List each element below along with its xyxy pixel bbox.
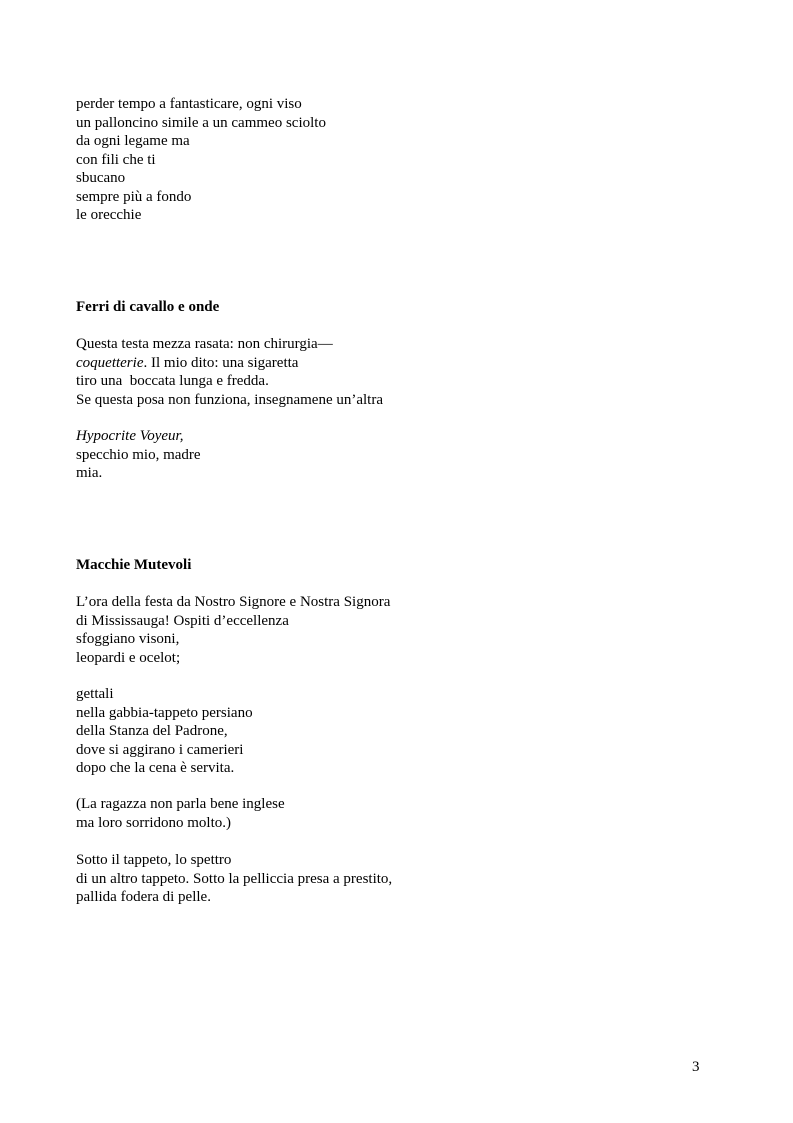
poem-line: (La ragazza non parla bene inglese <box>76 796 285 812</box>
poem-fragment <box>76 95 716 225</box>
poem-line: di un altro tappeto. Sotto la pelliccia presa a prestito, <box>76 870 393 887</box>
poem-line: gettali <box>76 686 114 702</box>
poem-line: perder tempo a fantasticare, ogni viso <box>76 96 302 112</box>
poem-line: mia. <box>76 465 103 481</box>
poem-stanza <box>76 685 716 778</box>
poem-line: di Mississauga! Ospiti d’eccellenza <box>76 612 289 629</box>
italic-word: coquetterie <box>76 354 144 371</box>
poem-line: le orecchie <box>76 207 142 223</box>
line-rest: . Il mio dito: una sigaretta <box>143 354 299 371</box>
poem-line: L’ora della festa da Nostro Signore e Nostra Signora <box>76 594 391 610</box>
poem-line: Hypocrite Voyeur, <box>76 428 184 444</box>
poem-line: nella gabbia-tappeto persiano <box>76 704 253 721</box>
poem-line: sbucano <box>76 170 126 186</box>
poem-line: da ogni legame ma <box>76 133 190 149</box>
poem-line: Se questa posa non funziona, insegnamene un’altra <box>76 391 383 408</box>
poem-line: specchio mio, madre <box>76 446 201 463</box>
poem-stanza <box>76 335 716 409</box>
poem-line: leopardi e ocelot; <box>76 649 181 666</box>
poem-stanza <box>76 593 716 667</box>
poem-line: Questa testa mezza rasata: non chirurgia— <box>76 336 333 352</box>
poem-line: ma loro sorridono molto.) <box>76 814 231 831</box>
poem-stanza <box>76 795 716 832</box>
page-number: 3 <box>692 1059 700 1075</box>
poem-line: sfoggiano visoni, <box>76 631 180 647</box>
poem-line: della Stanza del Padrone, <box>76 723 228 739</box>
poem-ferri-di-cavallo <box>76 298 716 317</box>
poem-line: pallida fodera di pelle. <box>76 889 211 905</box>
poem-line: Sotto il tappeto, lo spettro <box>76 852 232 868</box>
poem-title: Macchie Mutevoli <box>76 557 192 573</box>
poem-line: un palloncino simile a un cammeo sciolto <box>76 114 326 131</box>
poem-stanza <box>76 851 716 907</box>
poem-line: dove si aggirano i camerieri <box>76 741 244 758</box>
poem-line: con fili che ti <box>76 151 156 168</box>
poem-line: sempre più a fondo <box>76 188 192 205</box>
poem-title: Ferri di cavallo e onde <box>76 299 220 315</box>
poem-line: dopo che la cena è servita. <box>76 760 235 776</box>
poem-macchie-mutevoli <box>76 556 716 575</box>
poem-line <box>76 354 716 373</box>
poem-line: tiro una boccata lunga e fredda. <box>76 373 269 389</box>
poem-stanza <box>76 427 716 483</box>
